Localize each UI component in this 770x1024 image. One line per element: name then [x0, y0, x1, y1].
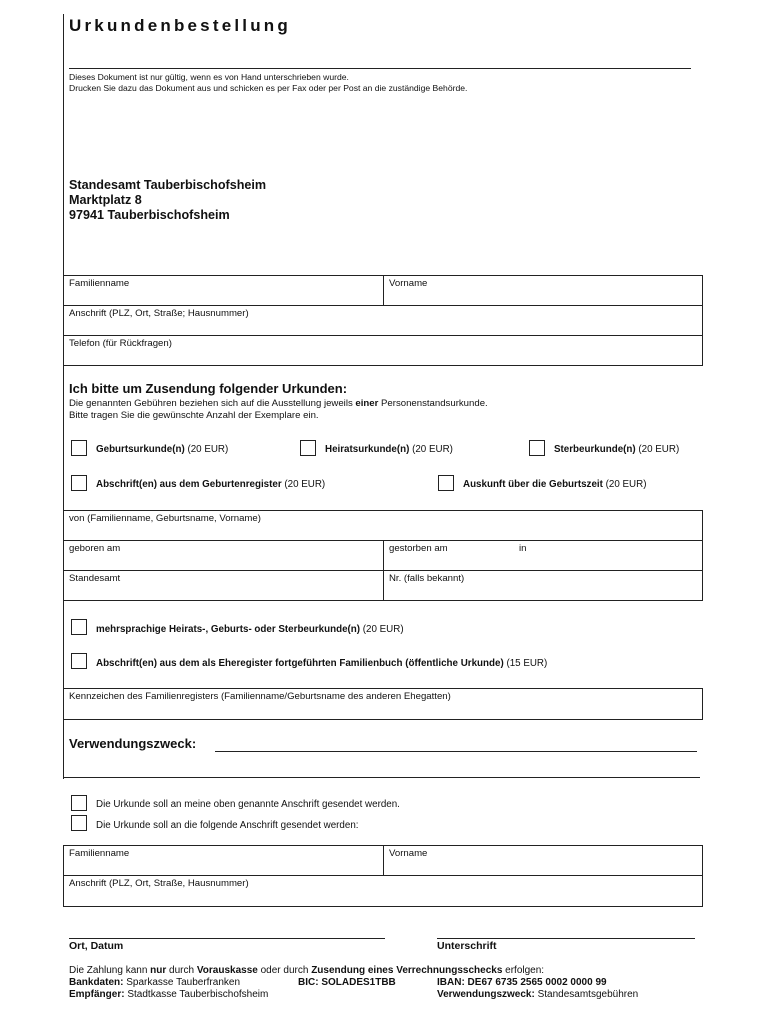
- form-title: Urkundenbestellung: [69, 16, 291, 35]
- validity-note-line1: Dieses Dokument ist nur gültig, wenn es von Hand unterschrieben wurde.: [69, 72, 349, 82]
- delivery-other-address-checkbox[interactable]: [71, 815, 87, 831]
- purpose-second-line: [63, 777, 700, 778]
- person-nr-label: Nr. (falls bekannt): [389, 573, 465, 584]
- request-info-line1: Die genannten Gebühren beziehen sich auf die Ausstellung jeweils einer Personenstandsurkunde.: [69, 398, 488, 409]
- delivery-own-address-checkbox[interactable]: [71, 795, 87, 811]
- kennzeichen-field[interactable]: [63, 688, 703, 720]
- ort-datum-line[interactable]: [69, 938, 385, 939]
- validity-note-line2: Drucken Sie dazu das Dokument aus und schicken es per Fax oder per Post an die zuständige Behörde.: [69, 82, 468, 93]
- left-margin-line: [63, 14, 64, 779]
- familienbuch-label: Abschrift(en) aus dem als Eheregister fortgeführten Familienbuch (öffentliche Urkunde) (15 EUR): [96, 658, 548, 669]
- abschrift-geburtenregister-label: Abschrift(en) aus dem Geburtenregister (20 EUR): [96, 479, 326, 490]
- applicant-familienname-field[interactable]: [63, 275, 384, 306]
- person-in-label: in: [519, 543, 527, 554]
- recipient-line3: 97941 Tauberbischofsheim: [69, 208, 230, 222]
- applicant-anschrift-label: Anschrift (PLZ, Ort, Straße; Hausnummer): [69, 308, 249, 319]
- iban: IBAN: DE67 6735 2565 0002 0000 99: [437, 977, 607, 988]
- applicant-anschrift-field[interactable]: [63, 305, 703, 336]
- title-rule: [69, 68, 691, 69]
- request-heading: Ich bitte um Zusendung folgender Urkunden:: [69, 381, 348, 396]
- applicant-vorname-field[interactable]: [383, 275, 703, 306]
- mehrsprachig-checkbox[interactable]: [71, 619, 87, 635]
- applicant-vorname-label: Vorname: [389, 278, 428, 289]
- delivery-anschrift-field[interactable]: [63, 875, 703, 907]
- person-nr-field[interactable]: [383, 570, 703, 601]
- delivery-own-address-label: Die Urkunde soll an meine oben genannte Anschrift gesendet werden.: [96, 799, 400, 810]
- unterschrift-line[interactable]: [437, 938, 695, 939]
- applicant-telefon-field[interactable]: [63, 335, 703, 366]
- purpose-label: Verwendungszweck:: [69, 736, 197, 751]
- recipient-line1: Standesamt Tauberbischofsheim: [69, 178, 267, 192]
- person-gestorben-field[interactable]: [383, 540, 703, 571]
- person-von-field[interactable]: [63, 510, 703, 541]
- sterbeurkunde-checkbox[interactable]: [529, 440, 545, 456]
- heiratsurkunde-checkbox[interactable]: [300, 440, 316, 456]
- person-gestorben-label: gestorben am: [389, 543, 448, 554]
- heiratsurkunde-label: Heiratsurkunde(n) (20 EUR): [325, 444, 453, 455]
- payment-note: Die Zahlung kann nur durch Vorauskasse oder durch Zusendung eines Verrechnungsschecks erfolgen:: [69, 965, 545, 976]
- recipient-line2: Marktplatz 8: [69, 193, 142, 207]
- delivery-vorname-field[interactable]: [383, 845, 703, 876]
- validity-note: [69, 72, 467, 93]
- delivery-familienname-label: Familienname: [69, 848, 130, 859]
- delivery-familienname-field[interactable]: [63, 845, 384, 876]
- sterbeurkunde-label: Sterbeurkunde(n) (20 EUR): [554, 444, 680, 455]
- applicant-familienname-label: Familienname: [69, 278, 130, 289]
- empfaenger: Empfänger: Stadtkasse Tauberbischofsheim: [69, 989, 269, 1000]
- person-geboren-field[interactable]: [63, 540, 384, 571]
- person-von-label: von (Familienname, Geburtsname, Vorname): [69, 513, 261, 524]
- applicant-telefon-label: Telefon (für Rückfragen): [69, 338, 172, 349]
- bankdaten: Bankdaten: Sparkasse Tauberfranken: [69, 977, 241, 988]
- person-geboren-label: geboren am: [69, 543, 121, 554]
- geburtsurkunde-checkbox[interactable]: [71, 440, 87, 456]
- unterschrift-label: Unterschrift: [437, 940, 497, 952]
- auskunft-geburtszeit-label: Auskunft über die Geburtszeit (20 EUR): [463, 479, 647, 490]
- familienbuch-checkbox[interactable]: [71, 653, 87, 669]
- purpose-input-line[interactable]: [215, 735, 697, 752]
- delivery-vorname-label: Vorname: [389, 848, 428, 859]
- person-standesamt-label: Standesamt: [69, 573, 121, 584]
- delivery-anschrift-label: Anschrift (PLZ, Ort, Straße, Hausnummer): [69, 878, 249, 889]
- mehrsprachig-label: mehrsprachige Heirats-, Geburts- oder Sterbeurkunde(n) (20 EUR): [96, 624, 404, 635]
- kennzeichen-label: Kennzeichen des Familienregisters (Familienname/Geburtsname des anderen Ehegatten): [69, 691, 451, 702]
- delivery-other-address-label: Die Urkunde soll an die folgende Anschrift gesendet werden:: [96, 820, 359, 831]
- request-info: [69, 398, 488, 422]
- bic: BIC: SOLADES1TBB: [298, 977, 396, 988]
- footer-verwendungszweck: Verwendungszweck: Standesamtsgebühren: [437, 989, 639, 1000]
- recipient-address: [69, 178, 266, 223]
- request-info-line2: Bitte tragen Sie die gewünschte Anzahl der Exemplare ein.: [69, 410, 319, 421]
- abschrift-geburtenregister-checkbox[interactable]: [71, 475, 87, 491]
- auskunft-geburtszeit-checkbox[interactable]: [438, 475, 454, 491]
- geburtsurkunde-label: Geburtsurkunde(n) (20 EUR): [96, 444, 229, 455]
- ort-datum-label: Ort, Datum: [69, 940, 124, 952]
- person-standesamt-field[interactable]: [63, 570, 384, 601]
